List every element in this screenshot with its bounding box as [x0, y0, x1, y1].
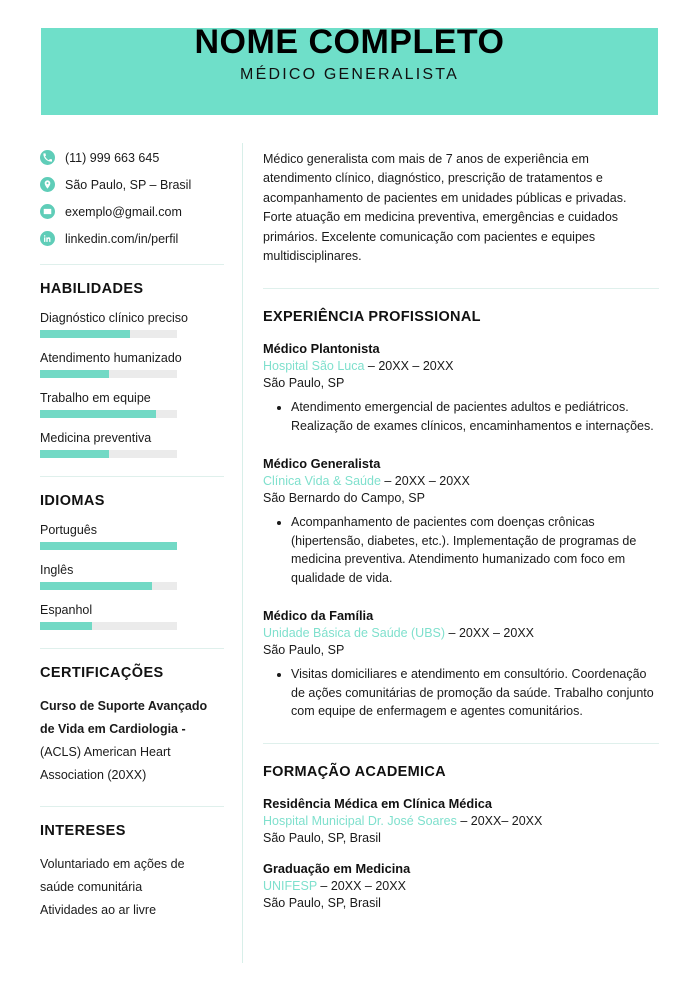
- linkedin-icon: [40, 231, 55, 246]
- header-banner: [41, 23, 658, 115]
- certification-line: Association (20XX): [40, 768, 147, 783]
- education-degree: Residência Médica em Clínica Médica: [263, 796, 493, 811]
- experience-job-title: Médico Generalista: [263, 455, 381, 471]
- skill-meter-fill: [40, 450, 109, 458]
- experience-job-title: Médico da Família: [263, 607, 374, 623]
- experience-entry: [263, 341, 659, 436]
- skill-meter-fill: [40, 330, 130, 338]
- experience-entry: [263, 608, 659, 721]
- interest-line: Voluntariado em ações de: [40, 856, 185, 871]
- education-dates: – 20XX – 20XX: [316, 879, 406, 893]
- experience-organization: Unidade Básica de Saúde (UBS): [263, 625, 446, 640]
- location-pin-icon: [40, 177, 55, 192]
- education-location: São Paulo, SP, Brasil: [263, 831, 381, 845]
- experience-location: São Paulo, SP: [263, 642, 345, 657]
- contact-location-text: São Paulo, SP – Brasil: [65, 177, 192, 192]
- skill-row: [40, 311, 224, 338]
- skills-section: [40, 281, 224, 458]
- contact-item-phone[interactable]: [40, 150, 224, 165]
- experience-organization: Hospital São Luca: [263, 359, 365, 374]
- envelope-icon: [40, 204, 55, 219]
- experience-job-title: Médico Plantonista: [263, 341, 380, 357]
- languages-section: [40, 493, 224, 630]
- main-content: [263, 150, 659, 926]
- experience-bullet: • Visitas domiciliares e atendimento em consultório. Coordenação de ações comunitárias de promoção da saúde. Trabalho conjunto com equipe de enfermagem e agentes comunitários.: [291, 665, 659, 721]
- skill-label: Trabalho em equipe: [40, 391, 151, 405]
- main-divider: [263, 743, 659, 744]
- contact-item-linkedin[interactable]: [40, 231, 224, 246]
- skill-label: Medicina preventiva: [40, 431, 152, 445]
- language-row: [40, 603, 224, 630]
- main-divider: [263, 288, 659, 289]
- interest-line: saúde comunitária: [40, 879, 143, 894]
- language-label: Inglês: [40, 563, 74, 577]
- experience-heading: EXPERIÊNCIA PROFISSIONAL: [263, 309, 481, 326]
- experience-dates: – 20XX – 20XX: [364, 359, 454, 374]
- languages-heading: IDIOMAS: [40, 493, 105, 509]
- certification-line: Curso de Suporte Avançado: [40, 699, 208, 713]
- language-row: [40, 523, 224, 550]
- skill-meter-fill: [40, 370, 109, 378]
- education-entry: [263, 861, 659, 910]
- contact-list: [40, 150, 224, 246]
- page-title: NOME COMPLETO: [194, 23, 505, 61]
- language-label: Português: [40, 523, 97, 537]
- experience-dates: – 20XX – 20XX: [445, 625, 535, 640]
- education-section: [263, 764, 659, 910]
- sidebar-divider: [40, 264, 224, 265]
- skill-meter: [40, 450, 177, 458]
- skills-heading: HABILIDADES: [40, 281, 144, 297]
- education-heading: FORMAÇÃO ACADEMICA: [263, 764, 446, 780]
- contact-phone-text: (11) 999 663 645: [65, 150, 160, 165]
- header-subtitle: MÉDICO GENERALISTA: [240, 65, 459, 83]
- language-meter: [40, 582, 177, 590]
- sidebar: [40, 150, 224, 922]
- sidebar-divider: [40, 806, 224, 807]
- skill-meter: [40, 370, 177, 378]
- experience-bullets: [263, 513, 659, 588]
- skill-row: [40, 351, 224, 378]
- experience-bullet: • Atendimento emergencial de pacientes adultos e pediátricos. Realização de exames clínicos, encaminhamentos e internações.: [291, 398, 659, 436]
- experience-section: [263, 309, 659, 721]
- experience-entry: [263, 456, 659, 588]
- language-meter: [40, 622, 177, 630]
- sidebar-divider: [40, 648, 224, 649]
- phone-icon: [40, 150, 55, 165]
- certification-line: de Vida em Cardiologia -: [40, 722, 186, 737]
- language-row: [40, 563, 224, 590]
- skill-meter-fill: [40, 410, 156, 418]
- interests-section: [40, 823, 224, 922]
- contact-linkedin-text: linkedin.com/in/perfil: [65, 231, 179, 246]
- education-location: São Paulo, SP, Brasil: [263, 896, 381, 910]
- experience-location: São Bernardo do Campo, SP: [263, 490, 425, 505]
- language-meter-fill: [40, 542, 177, 550]
- language-meter-fill: [40, 582, 152, 590]
- interest-line: Atividades ao ar livre: [40, 902, 157, 917]
- skill-row: [40, 391, 224, 418]
- certification-line: (ACLS) American Heart: [40, 745, 171, 760]
- skill-meter: [40, 410, 177, 418]
- education-institution: Hospital Municipal Dr. José Soares: [263, 814, 457, 828]
- skill-label: Atendimento humanizado: [40, 351, 182, 365]
- skill-row: [40, 431, 224, 458]
- skill-label: Diagnóstico clínico preciso: [40, 311, 188, 325]
- language-meter: [40, 542, 177, 550]
- experience-bullet: • Acompanhamento de pacientes com doenças crônicas (hipertensão, diabetes, etc.). Implementação de programas de medicina preventiva. Atendimento humanizado com foco em qualidade de vida.: [291, 513, 659, 588]
- experience-meta: [263, 474, 659, 488]
- language-meter-fill: [40, 622, 92, 630]
- certifications-heading: CERTIFICAÇÕES: [40, 665, 164, 681]
- interests-heading: INTERESES: [40, 822, 126, 839]
- education-meta: [263, 879, 659, 893]
- experience-organization: Clínica Vida & Saúde: [263, 473, 381, 488]
- contact-email-text: exemplo@gmail.com: [65, 204, 182, 219]
- experience-meta: [263, 359, 659, 373]
- education-degree: Graduação em Medicina: [263, 861, 411, 876]
- education-dates: – 20XX– 20XX: [456, 814, 543, 828]
- professional-summary: Médico generalista com mais de 7 anos de experiência em atendimento clínico, diagnóstico, prescrição de tratamentos e acompanhamento de pacientes em unidades públicas e privadas. Forte atuação em medicina preventiva, emergências e cuidados primários. Excelente comunicação com pacientes e equipes multidisciplinares.: [263, 152, 627, 263]
- education-institution: UNIFESP: [263, 879, 317, 893]
- education-entry: [263, 796, 659, 845]
- experience-dates: – 20XX – 20XX: [380, 473, 470, 488]
- experience-bullets: [263, 665, 659, 721]
- certifications-section: [40, 665, 224, 788]
- language-label: Espanhol: [40, 603, 93, 617]
- contact-item-email[interactable]: [40, 204, 224, 219]
- contact-item-location[interactable]: [40, 177, 224, 192]
- experience-meta: [263, 626, 659, 640]
- experience-bullets: [263, 398, 659, 436]
- education-meta: [263, 814, 659, 828]
- experience-location: São Paulo, SP: [263, 376, 345, 391]
- column-divider: [242, 143, 243, 963]
- sidebar-divider: [40, 476, 224, 477]
- skill-meter: [40, 330, 177, 338]
